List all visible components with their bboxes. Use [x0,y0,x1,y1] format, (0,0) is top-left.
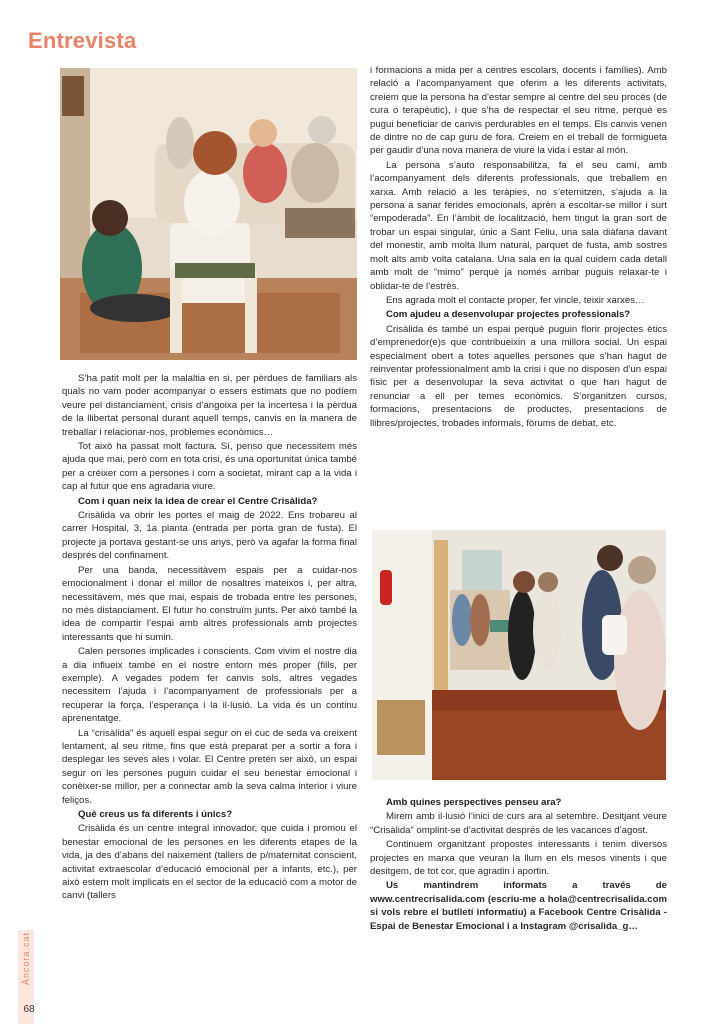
paragraph: La persona s’auto responsabilitza, fa el seu camí, amb l’acompanyament dels diferents professionals, que treballem en xarxa. Amb relació a les teràpies, no s’eternitzen, s’ajuda a la persona a sanar ferides emocionals, aprèn a escoltar-se millor i surt “empoderada”. En l’àmbit de localització, hem tingut la gran sort de trobar un espai singular, únic a Sant Feliu, una sala diàfana davant del monestir, amb molta llum natural, parquet de fusta, amb sostres molt alts amb volta catalana. Una sala en la qual cuidem cada detall amb molt de “mimo” perquè ja només arribar puguis relaxar-te i oblidar-te de l’estrès. [370,159,667,292]
paragraph: Mirem amb il·lusió l’inici de curs ara al setembre. Desitjant veure “Crisàlida” omplint-se d’activitat després de les vacances d’agost. [370,811,667,836]
paragraph: i formacions a mida per a centres escolars, docents i famílies). Amb relació a l’acompanyament que oferim a les diferents activitats, creiem que la persona ha d’estar sempre al centre del seu procés (de cura o terapèutic), i que s’ha de respectar el seu ritme, perquè es pugui beneficiar de canvis perdurables en el temps. Els canvis venen de dintre no de cap guru de fora. Creiem en el treball de formigueta per gaudir d’una nova manera de viure la vida i estar al món. [370,65,667,157]
site-label [21,961,31,985]
right-column-top [370,64,667,431]
interview-question: Com ajudeu a desenvolupar projectes professionals? [386,309,631,321]
paragraph: Calen persones implicades i conscients. Com vivim el nostre dia a dia influeix també en el nostre entorn més proper (fills, per exemple). A vegades podem fer canvis sols, altres vegades necessitem l’ajuda i l’acompanyament de professionals per a recuperar la força, l’esperança i la il·lusió. La vida és un continu aprenentatge. [62,646,357,725]
paragraph: Tot això ha passat molt factura. Sí, penso que necessitem més ajuda que mai, però com en tota crisi, és una oportunitat única també per a créixer com a persones i com a societat, mirant cap a la vida i cap al futur que ens agradaria viure. [62,441,357,493]
contact-paragraph: Us mantindrem informats a través de www.centrecrisalida.com (escriu-me a hola@centrecrisalida.com si vols rebre el butlletí informatiu) a Facebook Centre Crisàlida - Espai de Benestar Emocional i a Instagram @crisalida_g… [370,880,667,932]
page-number: 68 [23,1004,35,1015]
paragraph: Crisàlida va obrir les portes el maig de 2022. Ens trobareu al carrer Hospital, 3, 1a planta (entrada per porta gran de fusta). El projecte ja portava gestant-se uns anys, però va agafar la forma final després del confinament. [62,510,357,562]
photo-group-session [60,68,357,360]
paragraph: Ens agrada molt el contacte proper, fer vincle, teixir xarxes… [386,294,645,306]
interview-question: Amb quines perspectives penseu ara? [386,797,562,808]
paragraph: La “crisàlida” és aquell espai segur on el cuc de seda va creixent lentament, al seu ritme, fins que està preparat per a sortir a fora i desplegar les seves ales i volar. El Centre pretén ser això, un espai segur on les persones puguin cuidar el seu benestar emocional i conèixer-se millor, per a connectar amb la seva calma interior i viure feliços. [62,727,357,806]
paragraph: Continuem organitzant propostes interessants i tenim diversos projectes en marxa que veuran la llum en els mesos vinents i que desitgem, de tot cor, que agradin i aportin. [370,839,667,878]
interview-question: Què creus us fa diferents i únics? [78,809,233,820]
right-column-bottom [370,796,667,934]
left-column [62,372,357,904]
section-title: Entrevista [28,28,137,53]
paragraph: Crisàlida és també un espai perquè puguin florir projectes ètics d’emprenedor(e)s que contribueixin a una millora social. Un espai especialment obert a totes aquelles persones que s’han hagut de reinventar professionalment amb la crisi i que no disposen d’un espai físic per a desenvolupar la seva activitat o que han hagut de renunciar a ell per temes econòmics. S’organitzen cursos, formacions, presentacions de productes, presentacions de llibres/projectes, trobades informals, fòrums de debat, etc. [370,323,667,429]
paragraph: Per una banda, necessitàvem espais per a cuidar-nos emocionalment i donar el millor de nosaltres mateixos i, per altra, necessitàvem, més que mai, espais de trobada entre les persones, no més distanciament. El futur ho construïm junts. Per això també la idea de compartir l’espai amb altres professionals amb projectes interessants que hi sumin. [62,564,357,643]
paragraph: S’ha patit molt per la malaltia en si, per pèrdues de familiars als quals no vam poder acompanyar o essers estimats que no podíem veure pel distanciament, crisis d’angoixa per la incertesa i la pèrdua de la llibertat personal durant aquell temps, canvis en la manera de treballar i relacionar-nos, problemes econòmics… [62,373,357,438]
interview-question: Com i quan neix la idea de crear el Centre Crisàlida? [78,495,318,507]
photo-event [372,530,666,780]
paragraph: Crisàlida és un centre integral innovador, que cuida i promou el benestar emocional de les persones en les diferents etapes de la vida, ja des d’abans del naixement (tallers de p/maternitat conscient, activitat extraescolar d’educació emocional per a infants, etc.), per això estem molt implicats en el sector de la educació com a motor de canvi (tallers [62,823,357,902]
